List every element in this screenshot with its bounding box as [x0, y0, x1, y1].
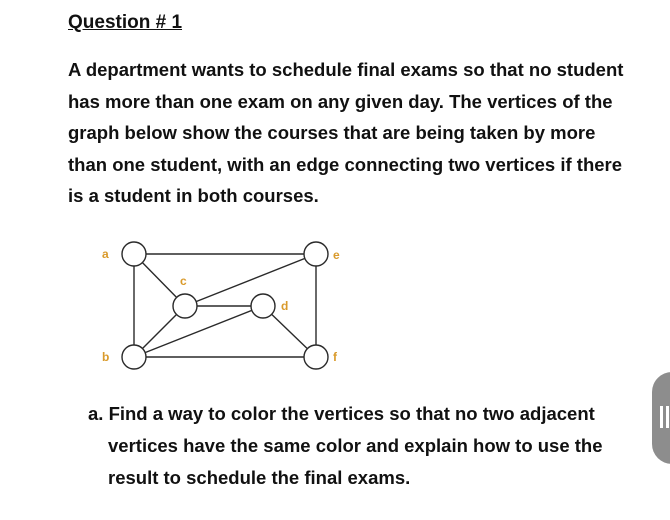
vertex-a [122, 242, 146, 266]
edge-e-c [185, 254, 316, 306]
vertex-label-e: e [333, 248, 340, 262]
question-text: A department wants to schedule final exams so that no student has more than one exam on any given day. The vertices of the graph below show the courses that are being taken by more than one student, with an edge connecting two vertices if there is a student in both courses. [68, 59, 624, 206]
vertex-b [122, 345, 146, 369]
edge-b-d [134, 306, 263, 357]
vertex-label-c: c [180, 274, 187, 288]
drag-handle-icon[interactable] [652, 372, 670, 464]
vertex-label-b: b [102, 350, 110, 364]
question-heading: Question # 1 [68, 12, 183, 33]
part-a-text: a. Find a way to color the vertices so that no two adjacent vertices have the same color and explain how to use the result to schedule the final exams. [88, 403, 603, 488]
vertex-label-d: d [281, 299, 289, 313]
handle-bar [666, 406, 669, 428]
handle-bar [660, 406, 663, 428]
vertex-f [304, 345, 328, 369]
vertex-label-f: f [333, 350, 337, 364]
vertex-d [251, 294, 275, 318]
vertex-e [304, 242, 328, 266]
vertex-label-a: a [102, 247, 109, 261]
vertex-c [173, 294, 197, 318]
course-graph [90, 232, 360, 382]
